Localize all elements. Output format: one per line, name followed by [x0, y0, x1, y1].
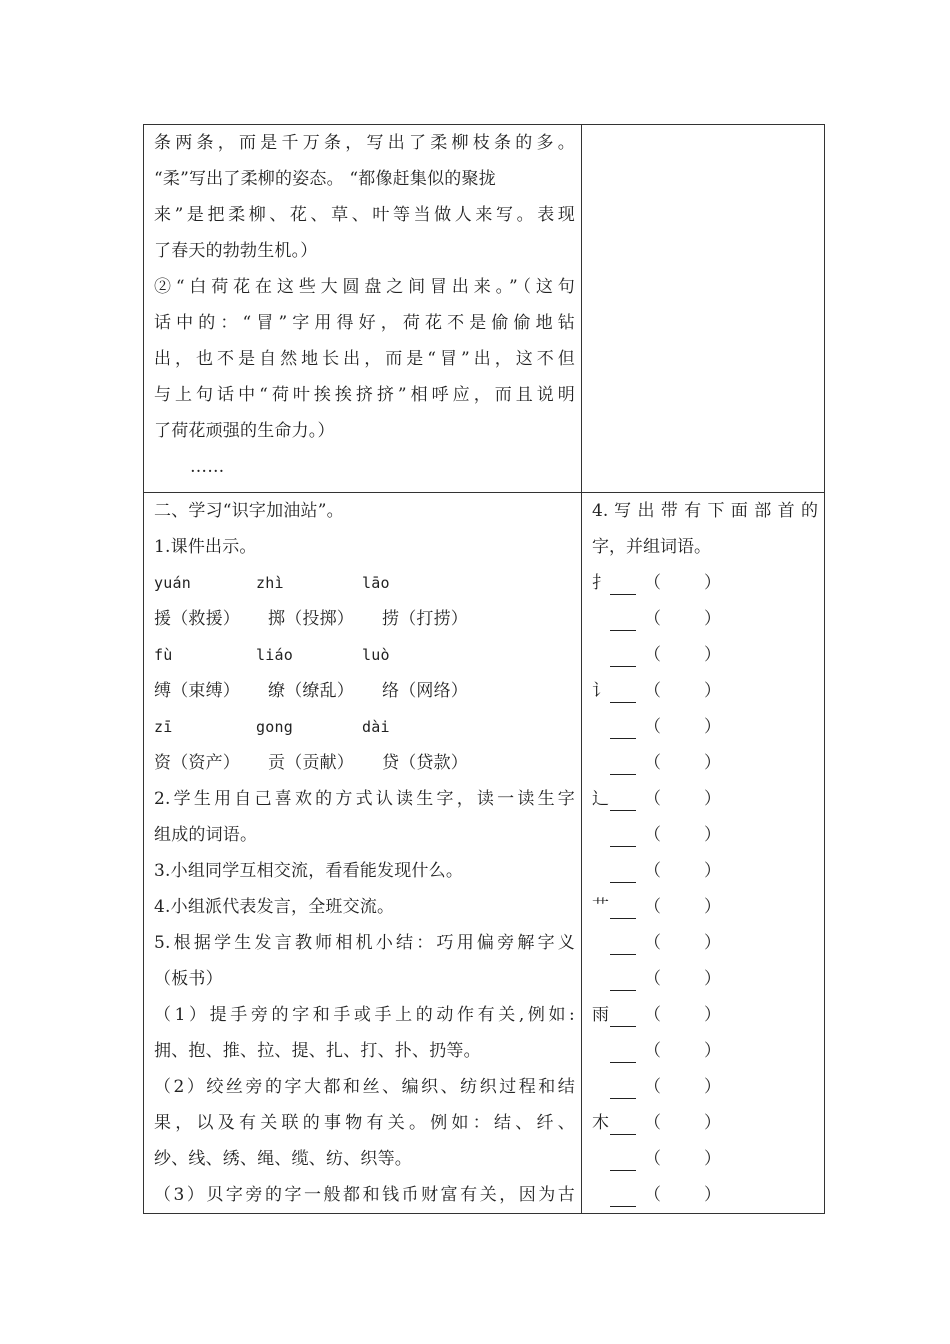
character-blank[interactable]: [610, 716, 636, 739]
character-blank[interactable]: [610, 608, 636, 631]
character-blank[interactable]: [610, 968, 636, 991]
step-line: 1.课件出示。: [154, 537, 257, 557]
paren-open: （: [644, 861, 661, 881]
word: 贡（贡献）: [268, 753, 354, 773]
exercise-title: 4. 写 出 带 有 下 面 部 首 的: [592, 501, 818, 521]
radical-label: 艹: [592, 897, 609, 917]
paren-open: （: [644, 573, 661, 593]
character-blank[interactable]: [610, 680, 636, 703]
paren-open: （: [644, 609, 661, 629]
character-blank[interactable]: [610, 860, 636, 883]
word-row: [144, 673, 581, 709]
paren-open: （: [644, 969, 661, 989]
pinyin: liáo: [256, 646, 293, 664]
step-line: 纱、线、绣、绳、缆、纺、织等。: [154, 1149, 412, 1169]
text-line: 与上句话中“荷叶挨挨挤挤”相呼应，而且说明: [154, 385, 575, 405]
step-line: 拥、抱、推、拉、提、扎、打、扑、扔等。: [154, 1041, 481, 1061]
character-blank[interactable]: [610, 1148, 636, 1171]
step-line: （板书）: [154, 969, 223, 989]
lesson-table: [143, 124, 825, 1214]
pinyin: zī: [154, 718, 173, 736]
ellipsis: ……: [190, 457, 225, 477]
character-blank[interactable]: [610, 1040, 636, 1063]
paren-close: ）: [704, 1149, 721, 1169]
paren-close: ）: [704, 897, 721, 917]
exercise-row: [582, 889, 824, 925]
paren-open: （: [644, 1113, 661, 1133]
paren-close: ）: [704, 573, 721, 593]
character-blank[interactable]: [610, 932, 636, 955]
word: 络（网络）: [382, 681, 468, 701]
exercise-row: [582, 565, 824, 601]
character-blank[interactable]: [610, 644, 636, 667]
step-line: 2.学生用自己喜欢的方式认读生字，读一读生字: [154, 789, 575, 809]
radical-label: 辶: [592, 789, 609, 809]
exercise-row: [582, 1033, 824, 1069]
exercise-row: [582, 817, 824, 853]
exercise-row: [582, 637, 824, 673]
exercise-row: [582, 709, 824, 745]
character-blank[interactable]: [610, 788, 636, 811]
word: 资（资产）: [154, 753, 240, 773]
exercise-row: [582, 925, 824, 961]
character-blank[interactable]: [610, 1076, 636, 1099]
paren-open: （: [644, 681, 661, 701]
exercise-title: 字，并组词语。: [592, 537, 711, 557]
paren-open: （: [644, 717, 661, 737]
text-line: 了荷花顽强的生命力。）: [154, 421, 335, 441]
character-blank[interactable]: [610, 824, 636, 847]
exercise-row: [582, 1177, 824, 1213]
step-line: （3）贝字旁的字一般都和钱币财富有关，因为古: [154, 1185, 575, 1205]
exercise-rows: [582, 565, 824, 1213]
paren-close: ）: [704, 789, 721, 809]
paren-open: （: [644, 1077, 661, 1097]
paren-close: ）: [704, 717, 721, 737]
paren-open: （: [644, 645, 661, 665]
word: 贷（贷款）: [382, 753, 468, 773]
step-line: 3.小组同学互相交流，看看能发现什么。: [154, 861, 464, 881]
exercise-row: [582, 1141, 824, 1177]
paren-open: （: [644, 1185, 661, 1205]
exercise-row: [582, 853, 824, 889]
step-line: 5.根据学生发言教师相机小结：巧用偏旁解字义: [154, 933, 575, 953]
exercise-row: [582, 673, 824, 709]
paren-close: ）: [704, 825, 721, 845]
exercise-cell: [582, 493, 825, 1214]
pinyin: dài: [362, 718, 390, 736]
pinyin-row: [144, 709, 581, 745]
top-left-cell: [144, 125, 582, 493]
paren-open: （: [644, 753, 661, 773]
top-right-cell: [582, 125, 825, 493]
character-blank[interactable]: [610, 1112, 636, 1135]
text-line: 了春天的勃勃生机。）: [154, 241, 318, 261]
word: 缭（缭乱）: [268, 681, 354, 701]
paren-close: ）: [704, 1185, 721, 1205]
paren-close: ）: [704, 1005, 721, 1025]
paren-close: ）: [704, 1113, 721, 1133]
pinyin: yuán: [154, 574, 191, 592]
section-title: 二、学习“识字加油站”。: [154, 501, 344, 521]
text-line: “柔”写出了柔柳的姿态。 “都像赶集似的聚拢: [154, 169, 496, 189]
step-line: （1）提手旁的字和手或手上的动作有关,例如:: [154, 1005, 575, 1025]
exercise-row: [582, 961, 824, 997]
text-line: 来”是把柔柳、花、草、叶等当做人来写。表现: [154, 205, 575, 225]
radical-label: 木: [592, 1113, 609, 1133]
radical-label: 雨: [592, 1005, 609, 1025]
text-line: 话中的：“冒”字用得好，荷花不是偷偷地钻: [154, 313, 575, 333]
pinyin: luò: [362, 646, 390, 664]
pinyin: zhì: [256, 574, 284, 592]
exercise-row: [582, 997, 824, 1033]
character-blank[interactable]: [610, 1184, 636, 1207]
paren-close: ）: [704, 933, 721, 953]
paren-open: （: [644, 825, 661, 845]
paren-open: （: [644, 897, 661, 917]
pinyin: gong: [256, 718, 293, 736]
paren-open: （: [644, 1149, 661, 1169]
paren-close: ）: [704, 1077, 721, 1097]
paren-open: （: [644, 789, 661, 809]
character-blank[interactable]: [610, 572, 636, 595]
pinyin-row: [144, 637, 581, 673]
exercise-row: [582, 1069, 824, 1105]
paren-open: （: [644, 933, 661, 953]
character-blank[interactable]: [610, 752, 636, 775]
paren-close: ）: [704, 681, 721, 701]
step-line: 果，以及有关联的事物有关。例如：结、纤、: [154, 1113, 575, 1133]
word: 援（救援）: [154, 609, 240, 629]
exercise-row: [582, 601, 824, 637]
word-row: [144, 601, 581, 637]
text-line: 出，也不是自然地长出，而是“冒”出，这不但: [154, 349, 575, 369]
paren-close: ）: [704, 609, 721, 629]
paren-open: （: [644, 1005, 661, 1025]
paren-close: ）: [704, 753, 721, 773]
exercise-row: [582, 745, 824, 781]
step-line: 4.小组派代表发言，全班交流。: [154, 897, 395, 917]
step-line: 组成的词语。: [154, 825, 258, 845]
word: 捞（打捞）: [382, 609, 468, 629]
pinyin: fù: [154, 646, 173, 664]
word: 缚（束缚）: [154, 681, 240, 701]
exercise-row: [582, 781, 824, 817]
paren-close: ）: [704, 861, 721, 881]
pinyin-row: [144, 565, 581, 601]
step-line: （2）绞丝旁的字大都和丝、编织、纺织过程和结: [154, 1077, 575, 1097]
paren-close: ）: [704, 645, 721, 665]
text-line: 条两条，而是千万条，写出了柔柳枝条的多。: [154, 133, 575, 153]
exercise-row: [582, 1105, 824, 1141]
paren-close: ）: [704, 969, 721, 989]
radical-label: 扌: [592, 573, 609, 593]
paren-open: （: [644, 1041, 661, 1061]
bottom-left-cell: [144, 493, 582, 1214]
radical-label: 讠: [592, 681, 609, 701]
text-line: ②“白荷花在这些大圆盘之间冒出来。”（这句: [154, 277, 575, 297]
word: 掷（投掷）: [268, 609, 354, 629]
word-row: [144, 745, 581, 781]
character-blank[interactable]: [610, 896, 636, 919]
character-blank[interactable]: [610, 1004, 636, 1027]
pinyin: lāo: [362, 574, 390, 592]
paren-close: ）: [704, 1041, 721, 1061]
